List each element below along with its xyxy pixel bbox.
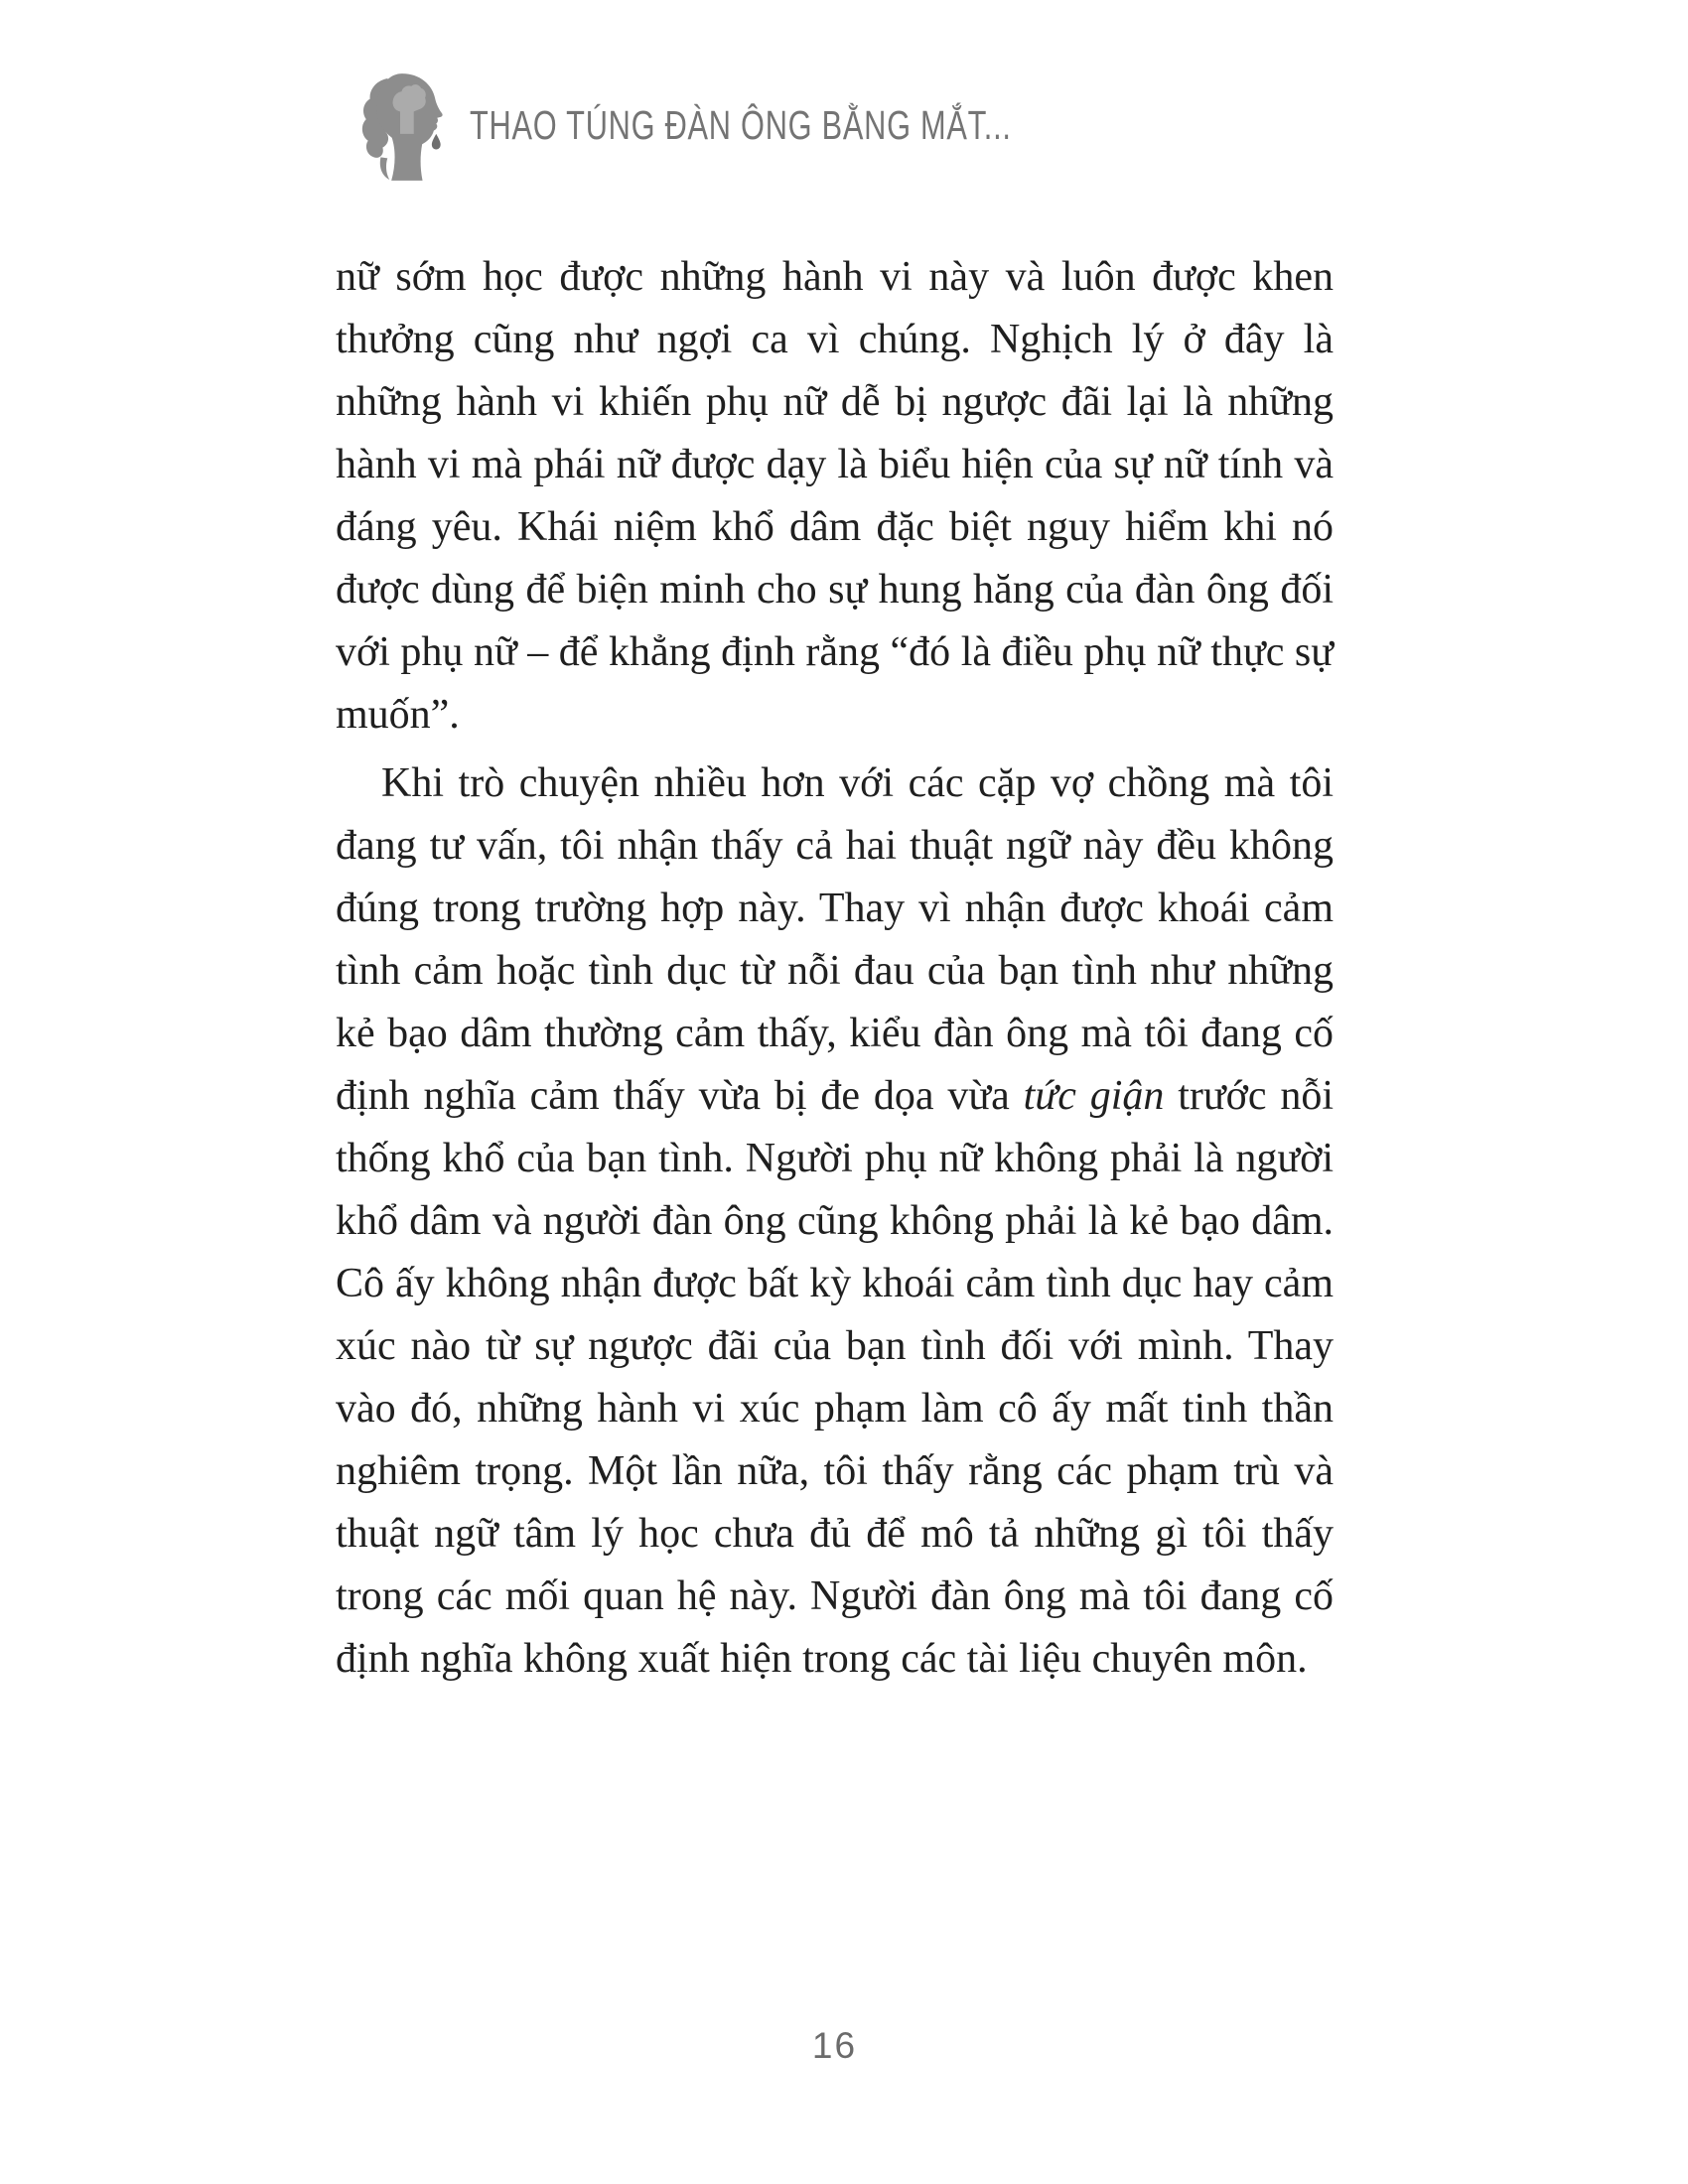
body-paragraph-1: nữ sớm học được những hành vi này và luôn được khen thưởng cũng như ngợi ca vì chúng. Nghịch lý ở đây là những hành vi khiến phụ nữ dễ bị ngược đãi lại là những hành vi mà phái nữ được dạy là biểu hiện của sự nữ tính và đáng yêu. Khái niệm khổ dâm đặc biệt nguy hiểm khi nó được dùng để biện minh cho sự hung hăng của đàn ông đối với phụ nữ – để khẳng định rằng “đó là điều phụ nữ thực sự muốn”. [336,254,1334,738]
woman-head-fist-icon [352,69,449,187]
page-body [336,246,1334,1691]
paragraph-2-text-end: trước nỗi thống khổ của bạn tình. Người phụ nữ không phải là người khổ dâm và người đàn ông cũng không phải là kẻ bạo dâm. Cô ấy không nhận được bất kỳ khoái cảm tình dục hay cảm xúc nào từ sự ngược đãi của bạn tình đối với mình. Thay vào đó, những hành vi xúc phạm làm cô ấy mất tinh thần nghiêm trọng. Một lần nữa, tôi thấy rằng các phạm trù và thuật ngữ tâm lý học chưa đủ để mô tả những gì tôi thấy trong các mối quan hệ này. Người đàn ông mà tôi đang cố định nghĩa không xuất hiện trong các tài liệu chuyên môn. [336,1073,1334,1682]
page-header [0,0,1688,208]
body-paragraph-2 [336,752,1334,1691]
paragraph-2-italic-phrase: tức giận [1023,1073,1165,1119]
paragraph-2-text-start: Khi trò chuyện nhiều hơn với các cặp vợ chồng mà tôi đang tư vấn, tôi nhận thấy cả hai thuật ngữ này đều không đúng trong trường hợp này. Thay vì nhận được khoái cảm tình cảm hoặc tình dục từ nỗi đau của bạn tình như những kẻ bạo dâm thường cảm thấy, kiểu đàn ông mà tôi đang cố định nghĩa cảm thấy vừa bị đe dọa vừa [336,760,1334,1119]
page-number: 16 [811,2025,858,2066]
running-head-title: THAO TÚNG ĐÀN ÔNG BẰNG MẮT... [470,102,1012,148]
page-footer [336,2025,1334,2067]
